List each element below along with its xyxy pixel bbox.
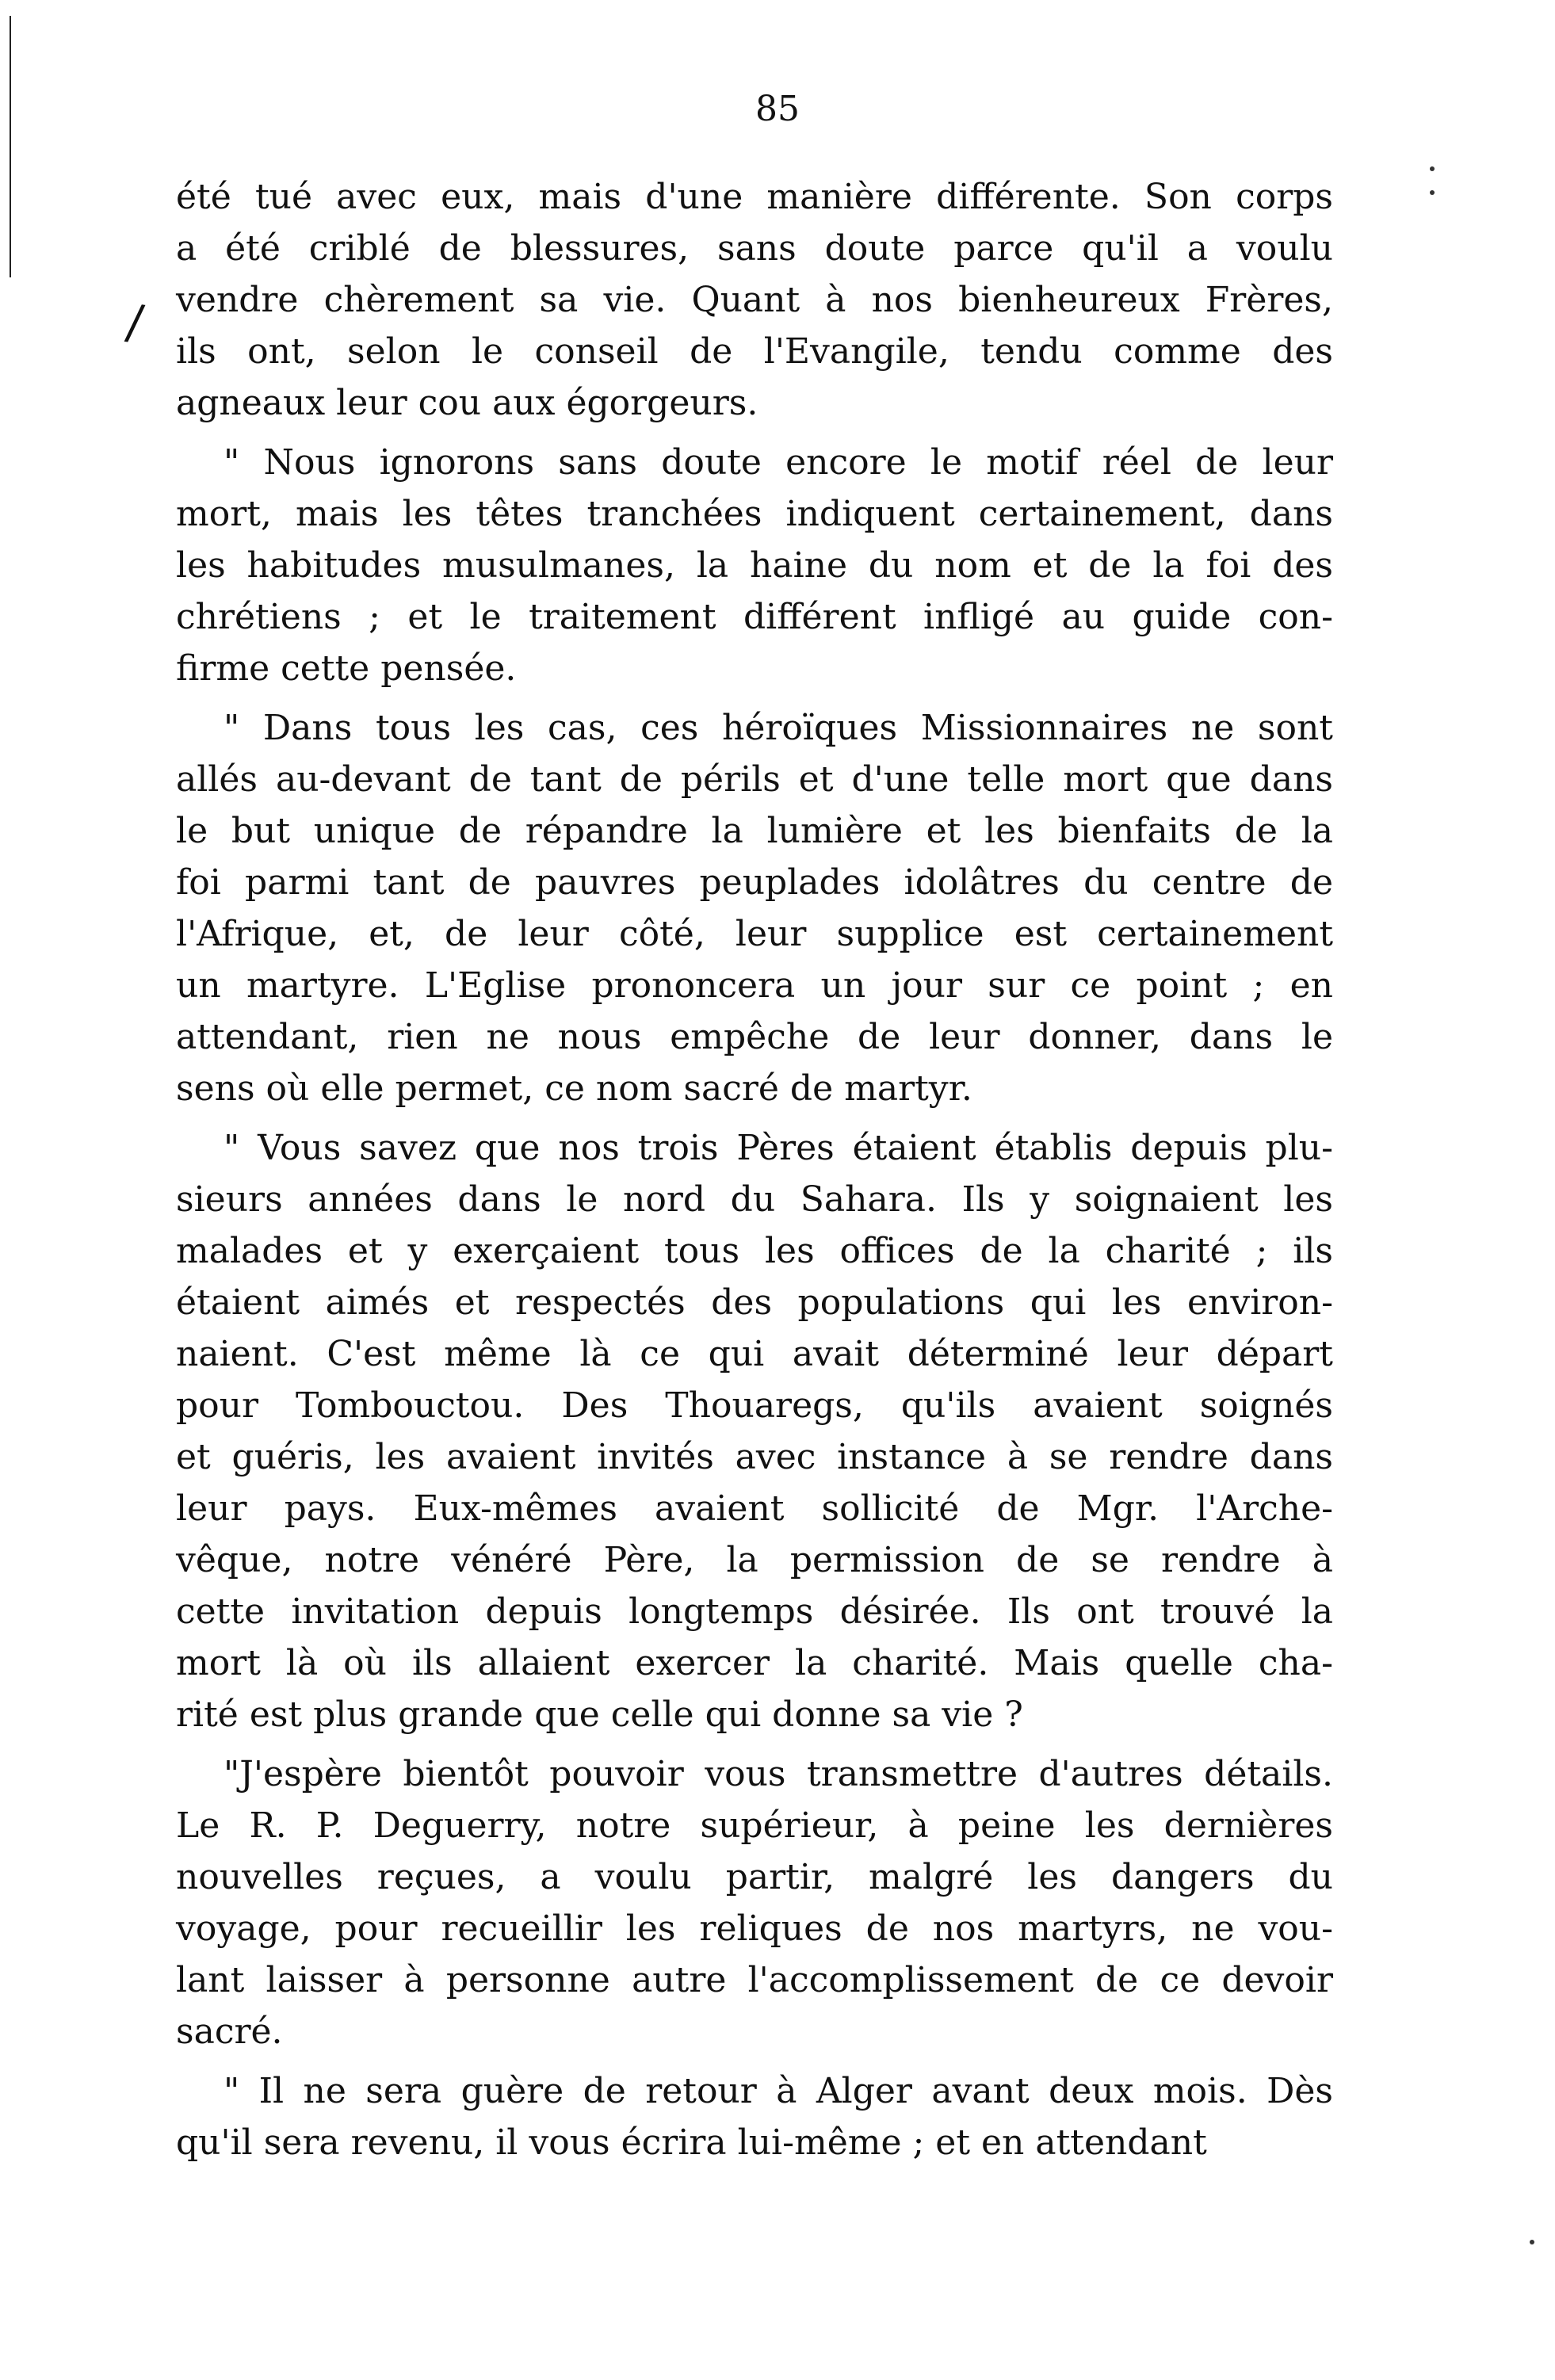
text-line: " Nous ignorons sans doute encore le motif réel de leur	[224, 442, 1333, 483]
text-line: le but unique de répandre la lumière et les bienfaits de la	[176, 811, 1333, 851]
text-line: les habitudes musulmanes, la haine du nom et de la foi des	[176, 545, 1333, 586]
text-line: pour Tombouctou. Des Thouaregs, qu'ils avaient soignés	[176, 1385, 1333, 1426]
text-line: l'Afrique, et, de leur côté, leur supplice est certainement	[176, 914, 1333, 954]
text-line: foi parmi tant de pauvres peuplades idolâtres du centre de	[176, 862, 1333, 903]
text-line: a été criblé de blessures, sans doute parce qu'il a voulu	[176, 228, 1333, 269]
text-line: agneaux leur cou aux égorgeurs.	[176, 383, 758, 423]
text-line: sens où elle permet, ce nom sacré de martyr.	[176, 1068, 972, 1109]
text-line: naient. C'est même là ce qui avait déterminé leur départ	[176, 1334, 1333, 1374]
text-line: voyage, pour recueillir les reliques de nos martyrs, ne vou-	[176, 1908, 1333, 1949]
paragraph	[176, 1122, 1333, 1740]
page-edge-line	[10, 16, 11, 277]
text-line: allés au-devant de tant de périls et d'une telle mort que dans	[176, 759, 1333, 800]
paragraph	[176, 437, 1333, 694]
speck	[1430, 166, 1435, 171]
body-text	[176, 171, 1333, 2168]
paragraph	[176, 171, 1333, 429]
text-line: mort, mais les têtes tranchées indiquent certainement, dans	[176, 494, 1333, 534]
text-line: malades et y exerçaient tous les offices de la charité ; ils	[176, 1231, 1333, 1271]
text-line: vêque, notre vénéré Père, la permission de se rendre à	[176, 1540, 1333, 1580]
text-line: chrétiens ; et le traitement différent infligé au guide con-	[176, 597, 1333, 637]
text-line: firme cette pensée.	[176, 648, 517, 689]
text-line: attendant, rien ne nous empêche de leur donner, dans le	[176, 1017, 1333, 1057]
text-line: "J'espère bientôt pouvoir vous transmettre d'autres détails.	[224, 1754, 1333, 1794]
text-line: rité est plus grande que celle qui donne sa vie ?	[176, 1694, 1023, 1735]
text-line: " Dans tous les cas, ces héroïques Missionnaires ne sont	[224, 708, 1333, 748]
text-line: cette invitation depuis longtemps désirée. Ils ont trouvé la	[176, 1591, 1333, 1632]
text-line: " Vous savez que nos trois Pères étaient établis depuis plu-	[224, 1128, 1333, 1168]
paragraph	[176, 702, 1333, 1114]
text-line: sacré.	[176, 2011, 283, 2052]
text-line: vendre chèrement sa vie. Quant à nos bienheureux Frères,	[176, 280, 1333, 320]
text-line: ils ont, selon le conseil de l'Evangile, tendu comme des	[176, 331, 1333, 372]
text-line: nouvelles reçues, a voulu partir, malgré les dangers du	[176, 1857, 1333, 1897]
paragraph	[176, 1748, 1333, 2057]
text-line: Le R. P. Deguerry, notre supérieur, à peine les dernières	[176, 1805, 1333, 1846]
text-line: été tué avec eux, mais d'une manière différente. Son corps	[176, 177, 1333, 217]
page-number: 85	[755, 89, 800, 129]
speck	[1530, 2240, 1534, 2244]
speck	[1430, 190, 1435, 195]
text-line: mort là où ils allaient exercer la charité. Mais quelle cha-	[176, 1643, 1333, 1683]
text-line: étaient aimés et respectés des populations qui les environ-	[176, 1282, 1333, 1323]
text-line: " Il ne sera guère de retour à Alger avant deux mois. Dès	[224, 2071, 1333, 2111]
text-line: qu'il sera revenu, il vous écrira lui-même ; et en attendant	[176, 2122, 1207, 2163]
text-line: lant laisser à personne autre l'accomplissement de ce devoir	[176, 1960, 1333, 2000]
text-line: leur pays. Eux-mêmes avaient sollicité de Mgr. l'Arche-	[176, 1488, 1333, 1529]
text-line: un martyre. L'Eglise prononcera un jour sur ce point ; en	[176, 965, 1333, 1006]
paragraph	[176, 2065, 1333, 2168]
text-line: et guéris, les avaient invités avec instance à se rendre dans	[176, 1437, 1333, 1477]
text-line: sieurs années dans le nord du Sahara. Ils y soignaient les	[176, 1179, 1333, 1220]
margin-pencil-mark: /	[123, 293, 147, 352]
